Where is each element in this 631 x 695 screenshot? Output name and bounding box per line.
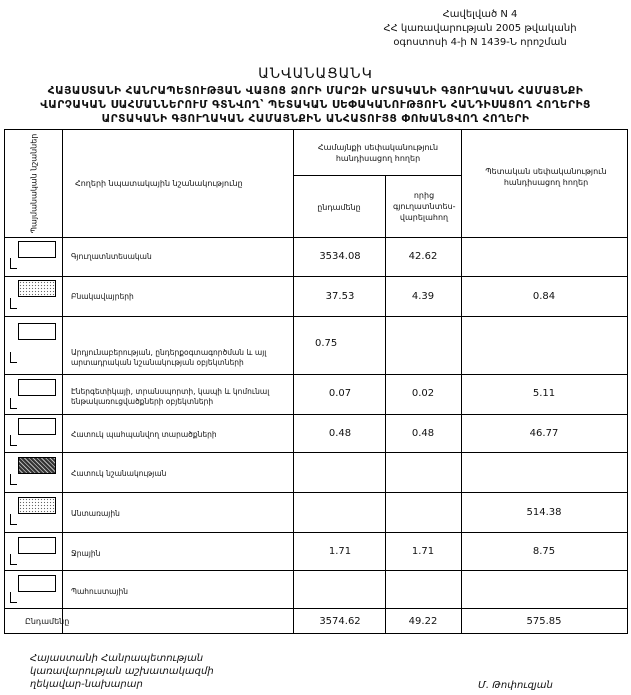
row-arable-agricultural: 42.62 — [408, 251, 438, 262]
symbol-settlements-icon — [18, 280, 56, 297]
row-name-settlements: Բնակավայրերի — [71, 292, 134, 301]
appendix-line-3: օգոստոսի 4-ի N 1439-Ն որոշման — [393, 37, 567, 48]
bracket-mark — [10, 592, 17, 603]
row-community-energy: 0.07 — [328, 388, 352, 399]
bracket-mark — [10, 474, 17, 485]
land-table — [4, 129, 628, 634]
symbol-agricultural-icon — [18, 241, 56, 258]
row-state-water: 8.75 — [532, 546, 556, 557]
row-divider — [5, 414, 627, 415]
row-divider — [5, 316, 627, 317]
row-arable-energy: 0.02 — [411, 388, 435, 399]
row-name-protected: Հատուկ պահպանվող տարածքների — [71, 430, 217, 439]
subtitle-line-1: ՀԱՅԱՍՏԱՆԻ ՀԱՆՐԱՊԵՏՈՒԹՅԱՆ ՎԱՅՈՑ ՁՈՐԻ ՄԱՐԶԻ ԱՐՏԱԿԱՆԻ ԳՅՈՒՂԱԿԱՆ ՀԱՄԱՅՆՔԻ — [47, 85, 584, 97]
row-community-settlements: 37.53 — [325, 291, 355, 302]
header-total: ընդամենը — [317, 203, 361, 212]
bracket-mark — [10, 298, 17, 309]
header-symbols: Պայմանական նշաններ — [29, 133, 39, 234]
total-community: 3574.62 — [319, 616, 361, 627]
bracket-mark — [10, 352, 17, 363]
total-state: 575.85 — [526, 616, 562, 627]
row-name-reserve: Պահուստային — [71, 587, 128, 596]
col-divider — [461, 130, 462, 633]
total-label: Ընդամենը — [25, 617, 70, 626]
row-name-forest: Անտառային — [71, 509, 120, 518]
bracket-mark — [10, 554, 17, 565]
col-divider — [62, 130, 63, 633]
row-state-energy: 5.11 — [532, 388, 556, 399]
bracket-mark — [10, 435, 17, 446]
symbol-special-icon — [18, 457, 56, 474]
row-community-industrial: 0.75 — [315, 338, 338, 349]
row-state-protected: 46.77 — [529, 428, 559, 439]
document-subtitle — [0, 84, 631, 126]
row-divider — [5, 608, 627, 609]
signature-line-3: ղեկավար-նախարար — [30, 679, 143, 690]
row-name-water: Ջրային — [71, 549, 101, 558]
col-divider — [293, 130, 294, 633]
col-divider — [385, 175, 386, 633]
subtitle-line-2: ՎԱՐՉԱԿԱՆ ՍԱՀՄԱՆՆԵՐՈՒՄ ԳՏՆՎՈՂ՝ ՊԵՏԱԿԱՆ ՍԵՓԱԿԱՆՈՒԹՅՈՒՆ ՀԱՆԴԻՍԱՑՈՂ ՀՈՂԵՐԻՑ — [40, 99, 591, 111]
symbol-protected-icon — [18, 418, 56, 435]
bracket-mark — [10, 514, 17, 525]
signatory-name: Մ. Թոփուզյան — [478, 680, 553, 691]
symbol-forest-icon — [18, 497, 56, 514]
total-arable: 49.22 — [408, 616, 438, 627]
signature-line-2: կառավարության աշխատակազմի — [30, 666, 214, 677]
row-name-special: Հատուկ նշանակության — [71, 469, 167, 478]
header-state: Պետական սեփականություն հանդիսացող հողեր — [485, 167, 607, 187]
header-community: Համայնքի սեփականություն հանդիսացող հողեր — [317, 143, 439, 163]
row-community-agricultural: 3534.08 — [319, 251, 361, 262]
row-divider — [5, 237, 627, 238]
symbol-water-icon — [18, 537, 56, 554]
row-name-agricultural: Գյուղատնտեսական — [71, 252, 152, 261]
row-name-industrial: Արդյունաբերության, ընդերքօգտագործման և այլ արտադրական նշանակության օբյեկտների — [71, 348, 267, 367]
row-divider — [5, 492, 627, 493]
document-title: ԱՆՎԱՆԱՑԱՆԿ — [258, 66, 373, 82]
row-state-settlements: 0.84 — [532, 291, 556, 302]
subtitle-line-3: ԱՐՏԱԿԱՆԻ ԳՅՈՒՂԱԿԱՆ ՀԱՄԱՅՆՔԻՆ ԱՆՀԱՏՈՒՅՑ ՓՈԽԱՆՑՎՈՂ ՀՈՂԵՐԻ — [101, 113, 530, 125]
symbol-energy-icon — [18, 379, 56, 396]
appendix-block — [330, 8, 630, 50]
row-community-water: 1.71 — [328, 546, 352, 557]
row-name-energy: Էներգետիկայի, տրանսպորտի, կապի և կոմունալ ենթակառուցվածքների օբյեկտների — [71, 387, 270, 406]
header-designation: Հողերի նպատակային նշանակությունը — [75, 179, 243, 188]
appendix-line-2: ՀՀ կառավարության 2005 թվականի — [383, 23, 577, 34]
row-divider — [5, 452, 627, 453]
row-divider — [5, 374, 627, 375]
symbol-reserve-icon — [18, 575, 56, 592]
row-divider — [5, 570, 627, 571]
row-arable-protected: 0.48 — [411, 428, 435, 439]
row-state-forest: 514.38 — [526, 507, 562, 518]
row-community-protected: 0.48 — [328, 428, 352, 439]
signature-block — [30, 652, 214, 691]
symbol-industrial-icon — [18, 323, 56, 340]
bracket-mark — [10, 258, 17, 269]
row-arable-settlements: 4.39 — [411, 291, 435, 302]
row-divider — [293, 175, 461, 176]
bracket-mark — [10, 398, 17, 409]
row-arable-water: 1.71 — [411, 546, 435, 557]
row-divider — [5, 276, 627, 277]
row-divider — [5, 532, 627, 533]
signature-line-1: Հայաստանի Հանրապետության — [30, 653, 204, 664]
header-of-which: որից գյուղատնտես- վարելահող — [393, 191, 456, 222]
appendix-line-1: Հավելված N 4 — [442, 9, 518, 20]
